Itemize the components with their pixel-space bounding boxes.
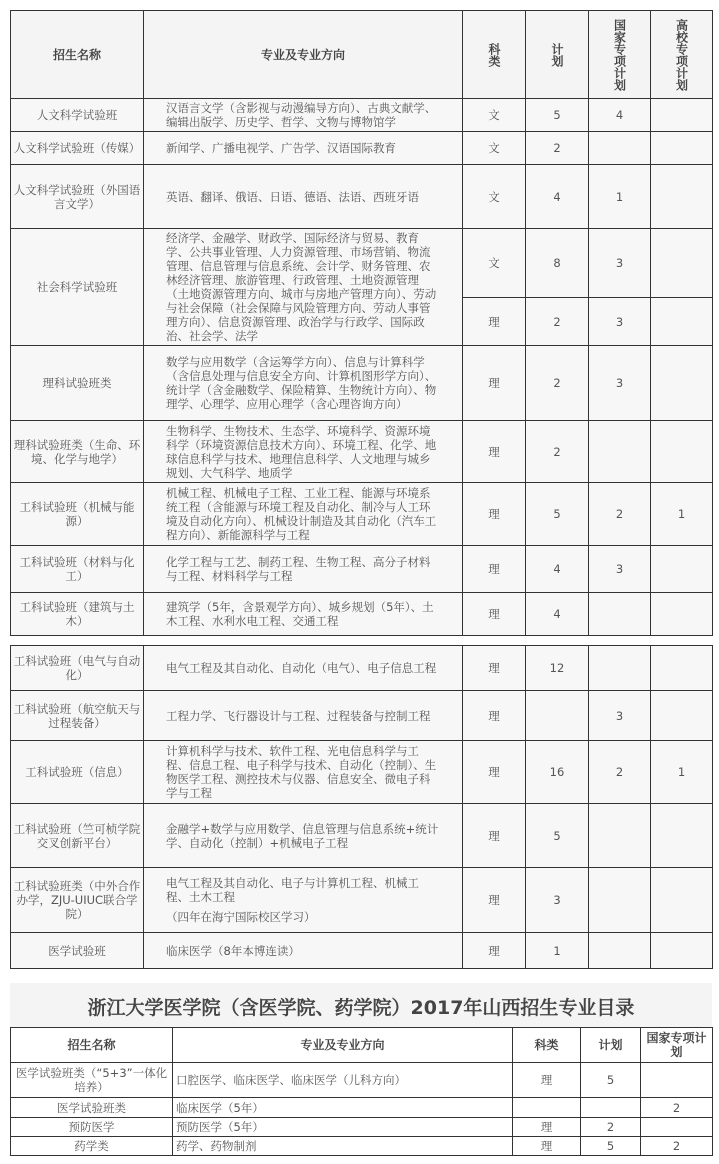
plan-count: 1 [526,933,589,969]
program-name: 人文科学试验班（传媒） [11,132,144,165]
plan-count: 2 [526,346,589,421]
subject-category: 理 [463,804,526,868]
program-majors [144,933,463,969]
program-majors: 药学、药物制剂 [173,1137,513,1156]
national-special-plan [589,804,651,868]
university-special-plan [651,546,713,593]
program-majors [144,99,463,132]
program-majors [144,483,463,546]
subject-category: 理 [463,933,526,969]
majors-text: 金融学+数学与应用数学、信息管理与信息系统+统计学、自动化（控制）+机械电子工程 [166,821,439,850]
program-majors [144,868,463,933]
table-row [11,593,713,636]
table-row [11,1098,713,1118]
header-kelei: 科类 [513,1028,581,1063]
program-majors [144,691,463,741]
header-majors: 专业及专业方向 [144,11,463,99]
plan-count: 12 [526,646,589,691]
program-majors [144,229,463,346]
plan-count: 5 [581,1137,641,1156]
national-special-plan [589,132,651,165]
majors-note: （四年在海宁国际校区学习） [166,910,316,924]
subject-category [513,1098,581,1118]
program-name: 社会科学试验班 [11,229,144,346]
majors-text: 机械工程、机械电子工程、工业工程、能源与环境系统工程（含能源与环境工程及自动化、制冷与人工环境及自动化方向）、机械设计制造及其自动化（汽车工程方向）、新能源科学与工程 [166,486,437,542]
table-row [11,483,713,546]
plan-count: 5 [581,1063,641,1098]
plan-count: 5 [526,99,589,132]
table-row [11,933,713,969]
admission-table-continued [10,645,713,969]
plan-count: 16 [526,741,589,804]
national-special-plan [641,1118,713,1137]
subject-category: 理 [463,483,526,546]
majors-text: 工程力学、飞行器设计与工程、过程装备与控制工程 [166,708,431,723]
plan-count: 4 [526,546,589,593]
subject-category: 理 [463,646,526,691]
plan-count [581,1098,641,1118]
table-row [11,804,713,868]
table-row [11,741,713,804]
plan-count: 2 [526,132,589,165]
program-majors [144,165,463,229]
national-special-plan [589,646,651,691]
university-special-plan [651,933,713,969]
majors-text: 计算机科学与技术、软件工程、光电信息科学与工程、信息工程、电子科学与技术、自动化（控制）、生物医学工程、测控技术与仪器、信息安全、微电子科学与工程 [166,744,437,800]
program-majors [144,741,463,804]
subject-category: 文 [463,229,526,298]
subject-category: 理 [463,298,526,346]
plan-count: 3 [526,868,589,933]
national-special-plan: 2 [641,1137,713,1156]
plan-count: 5 [526,804,589,868]
subject-category: 理 [463,868,526,933]
program-name: 医学试验班类（“5+3”一体化培养） [11,1063,173,1098]
university-special-plan [651,868,713,933]
header-name: 招生名称 [11,11,144,99]
program-majors: 临床医学（5年） [173,1098,513,1118]
subject-category: 文 [463,165,526,229]
majors-text: 英语、翻译、俄语、日语、德语、法语、西班牙语 [166,189,419,204]
national-special-plan: 1 [589,165,651,229]
majors-text: 临床医学（8年本博连读） [166,943,300,958]
table-row [11,691,713,741]
university-special-plan [651,165,713,229]
university-special-plan [651,99,713,132]
program-name: 医学试验班 [11,933,144,969]
table-row [11,165,713,229]
national-special-plan [589,421,651,483]
university-special-plan: 1 [651,741,713,804]
table-row [11,421,713,483]
header-kelei: 科类 [463,11,526,99]
university-special-plan [651,421,713,483]
national-special-plan [641,1063,713,1098]
header-national: 国家专项计划 [589,11,651,99]
program-name: 工科试验班（竺可桢学院交叉创新平台） [11,804,144,868]
national-special-plan: 2 [589,483,651,546]
table-row [11,1063,713,1098]
program-name: 人文科学试验班（外国语言文学） [11,165,144,229]
university-special-plan [651,132,713,165]
program-majors [144,546,463,593]
plan-count: 2 [526,421,589,483]
table-row [11,1118,713,1137]
national-special-plan [589,868,651,933]
majors-text: 数学与应用数学（含运筹学方向）、信息与计算科学（含信息处理与信息安全方向、计算机图形学方向）、统计学（含金融数学、保险精算、生物统计方向）、物理学、心理学、应用心理学（含心理咨询方向） [166,355,437,411]
subject-category: 理 [513,1118,581,1137]
university-special-plan [651,593,713,636]
national-special-plan [589,933,651,969]
program-name: 预防医学 [11,1118,173,1137]
table-row [11,1137,713,1156]
national-special-plan: 4 [589,99,651,132]
national-special-plan: 2 [641,1098,713,1118]
table-row [11,346,713,421]
national-special-plan [589,593,651,636]
university-special-plan [651,346,713,421]
university-special-plan [651,646,713,691]
plan-count: 2 [526,298,589,346]
medical-admission-table [10,1027,713,1156]
plan-count: 2 [581,1118,641,1137]
program-majors: 口腔医学、临床医学、临床医学（儿科方向） [173,1063,513,1098]
national-special-plan: 3 [589,546,651,593]
program-name: 工科试验班（机械与能源） [11,483,144,546]
program-name: 工科试验班（信息） [11,741,144,804]
majors-text: 经济学、金融学、财政学、国际经济与贸易、教育学、公共事业管理、人力资源管理、市场营销、物流管理、信息管理与信息系统、会计学、财务管理、农林经济管理、旅游管理、行政管理、土地资源管理（土地资源管理方向、城市与房地产管理方向）、劳动与社会保障（社会保障与风险管理方向、劳动人事管理方向）、信息资源管理、政治学与行政学、国际政治、社会学、法学 [166,231,437,343]
admission-table-main [10,10,713,636]
program-name: 药学类 [11,1137,173,1156]
plan-count: 4 [526,165,589,229]
program-majors [144,132,463,165]
majors-text: 建筑学（5年，含景观学方向）、城乡规划（5年）、土木工程、水利水电工程、交通工程 [166,600,434,628]
national-special-plan: 3 [589,346,651,421]
subject-category: 文 [463,99,526,132]
header-majors: 专业及专业方向 [173,1028,513,1063]
majors-text: 电气工程及其自动化、自动化（电气）、电子信息工程 [166,661,437,675]
majors-text: 新闻学、广播电视学、广告学、汉语国际教育 [166,141,396,155]
table-row [11,546,713,593]
subject-category: 理 [513,1137,581,1156]
subject-category: 理 [463,691,526,741]
program-majors [144,421,463,483]
university-special-plan [651,229,713,298]
university-special-plan [651,298,713,346]
subject-category: 理 [463,421,526,483]
program-name: 工科试验班（材料与化工） [11,546,144,593]
national-special-plan: 3 [589,691,651,741]
program-majors [144,646,463,691]
section-title: 浙江大学医学院（含医学院、药学院）2017年山西招生专业目录 [10,983,712,1027]
program-majors: 预防医学（5年） [173,1118,513,1137]
header-school: 高校专项计划 [651,11,713,99]
program-name: 理科试验班类（生命、环境、化学与地学） [11,421,144,483]
program-majors [144,804,463,868]
program-majors [144,593,463,636]
majors-text: 汉语言文学（含影视与动漫编导方向）、古典文献学、编辑出版学、历史学、哲学、文物与博物馆学 [166,101,437,129]
national-special-plan: 3 [589,298,651,346]
plan-count: 4 [526,593,589,636]
program-name: 理科试验班类 [11,346,144,421]
national-special-plan: 2 [589,741,651,804]
subject-category: 文 [463,132,526,165]
program-name: 医学试验班类 [11,1098,173,1118]
plan-count: 5 [526,483,589,546]
university-special-plan: 1 [651,483,713,546]
subject-category: 理 [463,346,526,421]
program-majors [144,346,463,421]
university-special-plan [651,804,713,868]
subject-category: 理 [463,741,526,804]
table-row [11,132,713,165]
national-special-plan: 3 [589,229,651,298]
majors-text: 电气工程及其自动化、电子与计算机工程、机械工程、土木工程 [166,876,419,904]
program-name: 工科试验班（建筑与土木） [11,593,144,636]
subject-category: 理 [463,546,526,593]
table-row [11,229,713,298]
subject-category: 理 [463,593,526,636]
program-name: 人文科学试验班 [11,99,144,132]
plan-count: 8 [526,229,589,298]
header-plan: 计划 [581,1028,641,1063]
university-special-plan [651,691,713,741]
header-national: 国家专项计划 [641,1028,713,1063]
header-plan: 计划 [526,11,589,99]
subject-category: 理 [513,1063,581,1098]
table-row [11,868,713,933]
header-name: 招生名称 [11,1028,173,1063]
program-name: 工科试验班类（中外合作办学，ZJU-UIUC联合学院） [11,868,144,933]
plan-count [526,691,589,741]
majors-text: 生物科学、生物技术、生态学、环境科学、资源环境科学（环境资源信息技术方向）、环境工程、化学、地球信息科学与技术、地理信息科学、人文地理与城乡规划、大气科学、地质学 [166,423,437,480]
table-row [11,646,713,691]
program-name: 工科试验班（航空航天与过程装备） [11,691,144,741]
majors-text: 化学工程与工艺、制药工程、生物工程、高分子材料与工程、材料科学与工程 [166,555,431,583]
program-name: 工科试验班（电气与自动化） [11,646,144,691]
table-row [11,99,713,132]
